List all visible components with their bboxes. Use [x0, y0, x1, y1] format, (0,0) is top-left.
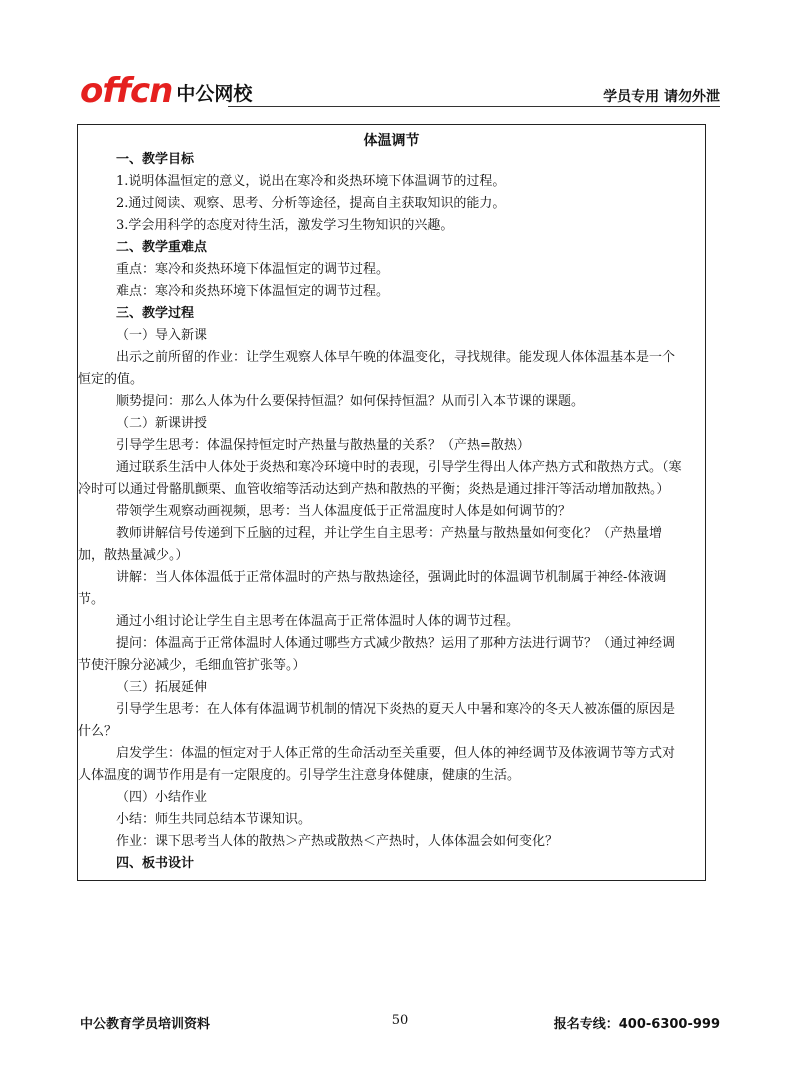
header-rule: [228, 106, 720, 107]
header-notice: 学员专用 请勿外泄: [603, 89, 720, 105]
offcn-logo: [80, 71, 253, 111]
section-heading: 四、板书设计: [116, 856, 195, 871]
logo-cn: 中公网校: [176, 83, 253, 105]
key-point: 重点：寒冷和炎热环境下体温恒定的调节过程。: [116, 262, 390, 277]
logo-en: offcn: [80, 71, 173, 111]
paragraph: 启发学生：体温的恒定对于人体正常的生命活动至关重要，但人体的神经调节及体液调节等方式对人体温度的调节作用是有一定限度的。引导学生注意身体健康，健康的生活。: [78, 746, 676, 783]
difficult-point: 难点：寒冷和炎热环境下体温恒定的调节过程。: [116, 284, 390, 299]
lesson-title: 体温调节: [363, 133, 420, 149]
section-heading: 一、教学目标: [116, 152, 195, 167]
footer-left: 中公教育学员培训资料: [80, 1017, 211, 1032]
page-number: 50: [391, 1013, 409, 1028]
page-header: [80, 71, 720, 111]
lesson-plan-box: [77, 124, 706, 881]
subsection-heading: （一）导入新课: [116, 328, 208, 343]
page-footer: [80, 1013, 720, 1033]
paragraph: 讲解：当人体体温低于正常体温时的产热与散热途径，强调此时的体温调节机制属于神经-体液调节。: [78, 570, 667, 607]
paragraph: 小结：师生共同总结本节课知识。: [116, 812, 312, 827]
lesson-content: [78, 149, 687, 875]
paragraph: 出示之前所留的作业：让学生观察人体早午晚的体温变化，寻找规律。能发现人体体温基本是一个恒定的值。: [78, 350, 676, 387]
paragraph: 教师讲解信号传递到下丘脑的过程，并让学生自主思考：产热量与散热量如何变化？（产热量增加，散热量减少。）: [78, 526, 663, 563]
subsection-heading: （三）拓展延伸: [116, 680, 208, 695]
paragraph: 通过小组讨论让学生自主思考在体温高于正常体温时人体的调节过程。: [116, 614, 520, 629]
objective-2: 2.通过阅读、观察、思考、分析等途径，提高自主获取知识的能力。: [116, 196, 506, 211]
paragraph: 通过联系生活中人体处于炎热和寒冷环境中时的表现，引导学生得出人体产热方式和散热方式。（寒冷时可以通过骨骼肌颤栗、血管收缩等活动达到产热和散热的平衡；炎热是通过排汗等活动增加散热。）: [78, 460, 682, 497]
subsection-heading: （二）新课讲授: [116, 416, 208, 431]
paragraph: 带领学生观察动画视频，思考：当人体温度低于正常温度时人体是如何调节的？: [116, 504, 572, 519]
objective-3: 3.学会用科学的态度对待生活，激发学习生物知识的兴趣。: [116, 218, 454, 233]
section-heading: 二、教学重难点: [116, 240, 208, 255]
paragraph: 作业：课下思考当人体的散热＞产热或散热＜产热时，人体体温会如何变化？: [116, 834, 559, 849]
objective-1: 1.说明体温恒定的意义，说出在寒冷和炎热环境下体温调节的过程。: [116, 174, 506, 189]
paragraph: 顺势提问：那么人体为什么要保持恒温？如何保持恒温？从而引入本节课的课题。: [116, 394, 585, 409]
paragraph: 引导学生思考：体温保持恒定时产热量与散热量的关系？（产热=散热）: [116, 438, 530, 453]
subsection-heading: （四）小结作业: [116, 790, 208, 805]
paragraph: 提问：体温高于正常体温时人体通过哪些方式减少散热？运用了那种方法进行调节？（通过神经调节使汗腺分泌减少，毛细血管扩张等。）: [78, 636, 676, 673]
footer-hotline: 报名专线：400-6300-999: [553, 1017, 720, 1032]
section-heading: 三、教学过程: [116, 306, 195, 321]
paragraph: 引导学生思考：在人体有体温调节机制的情况下炎热的夏天人中暑和寒冷的冬天人被冻僵的原因是什么？: [78, 702, 676, 739]
